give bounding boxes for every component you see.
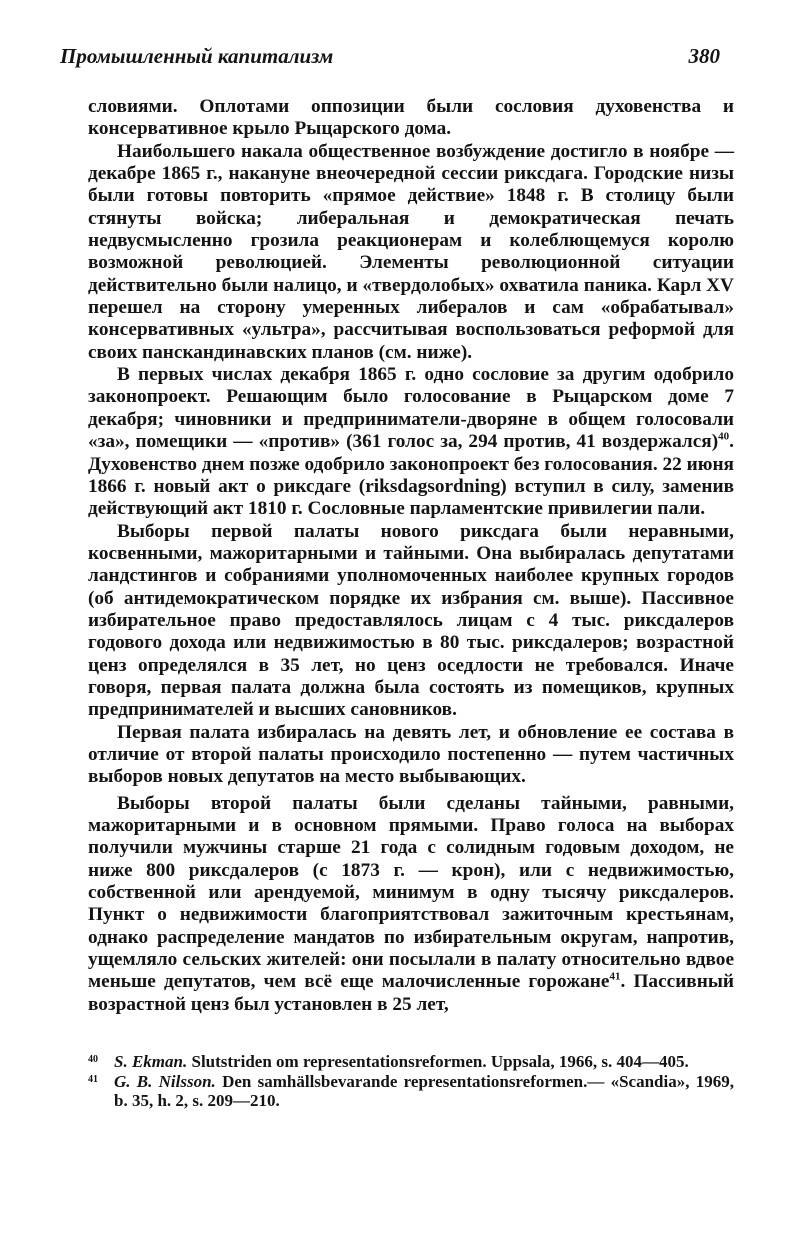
page-header [60,44,720,80]
paragraph [88,364,734,520]
footnotes [88,1052,734,1111]
footnote-text [114,1072,734,1111]
footnote-number: 40 [88,1054,98,1065]
paragraph [88,793,734,1016]
footnote-author: S. Ekman. [114,1052,188,1071]
footnote-number: 41 [88,1073,98,1085]
paragraph: Выборы первой палаты нового риксдага были неравными, косвенными, мажоритарными и тайными. Она выбиралась депутатами ландстингов и собраниями уполномоченных наиболее крупных городов (об антидемократическом порядке их избрания см. выше). Пассивное избирательное право предоставлялось лицам с 4 тыс. риксдалеров годового дохода или недвижимостью в 80 тыс. риксдалеров; возрастной ценз определялся в 35 лет, но ценз оседлости не требовался. Иначе говоря, первая палата должна была состоять из помещиков, крупных предпринимателей и высших сановников. [88,520,734,721]
paragraph-text: . Пассивный возрастной ценз был установлен в 25 лет, [88,971,734,1015]
footnote-ref[interactable]: 40 [718,430,730,443]
footnote-citation: Den samhällsbevarande representationsreformen.— «Scandia», 1969, b. 35, h. 2, s. 209—210. [114,1071,734,1110]
page-number: 380 [688,44,720,68]
paragraph: Наибольшего накала общественное возбуждение достигло в ноябре — декабре 1865 г., накануне внеочередной сессии риксдага. Городские низы были готовы повторить «прямое действие» 1848 г. В столицу были стянуты войска; либеральная и демократическая печать недвусмысленно грозила реакционерам и колеблющемуся королю возможной революцией. Элементы революционной ситуации действительно были налицо, и «твердолобых» охватила паника. Карл XV перешел на сторону умеренных либералов и сам «обрабатывал» консервативных «ультра», рассчитывая воспользоваться реформой для своих панскандинавских планов (см. ниже). [88,140,734,363]
footnote-author: G. B. Nilsson. [114,1071,216,1091]
paragraph-text: . Духовенство днем позже одобрило законопроект без голосования. 22 июня 1866 г. новый акт о риксдаге (riksdagsordning) вступил в силу, заменив действующий акт 1810 г. Сословные парламентские привилегии пали. [88,431,734,520]
paragraph-text: Выборы второй палаты были сделаны тайными, равными, мажоритарными и в основном прямыми. Право голоса на выборах получили мужчины старше 21 года с солидным годовым доходом, не ниже 800 риксдалеров (с 1873 г. — крон), или с недвижимостью, собственной или арендуемой, минимум в одну тысячу риксдалеров. Пункт о недвижимости благоприятствовал зажиточным крестьянам, однако распределение мандатов по избирательным округам, напротив, ущемляло сельских жителей: они посылали в палату относительно вдвое меньше депутатов, чем всё еще малочисленные горожане [88,792,734,993]
main-text [88,96,734,1016]
footnote-citation: Slutstriden om representationsreformen. Uppsala, 1966, s. 404—405. [191,1052,689,1071]
running-title: Промышленный капитализм [60,44,334,68]
paragraph-text: В первых числах декабря 1865 г. одно сословие за другим одобрило законопроект. Решающим было голосование в Рыцарском доме 7 декабря; чиновники и предприниматели-дворяне в общем голосовали «за», помещики — «против» (361 голос за, 294 против, 41 воздержался) [88,364,734,453]
paragraph: Первая палата избиралась на девять лет, и обновление ее состава в отличие от второй палаты происходило постепенно — путем частичных выборов новых депутатов на место выбывающих. [88,721,734,788]
footnote [88,1072,734,1111]
footnote-text [114,1052,734,1072]
footnote [88,1052,734,1072]
footnote-ref[interactable]: 41 [609,970,621,983]
paragraph-continuation: словиями. Оплотами оппозиции были сословия духовенства и консервативное крыло Рыцарского дома. [88,96,734,140]
